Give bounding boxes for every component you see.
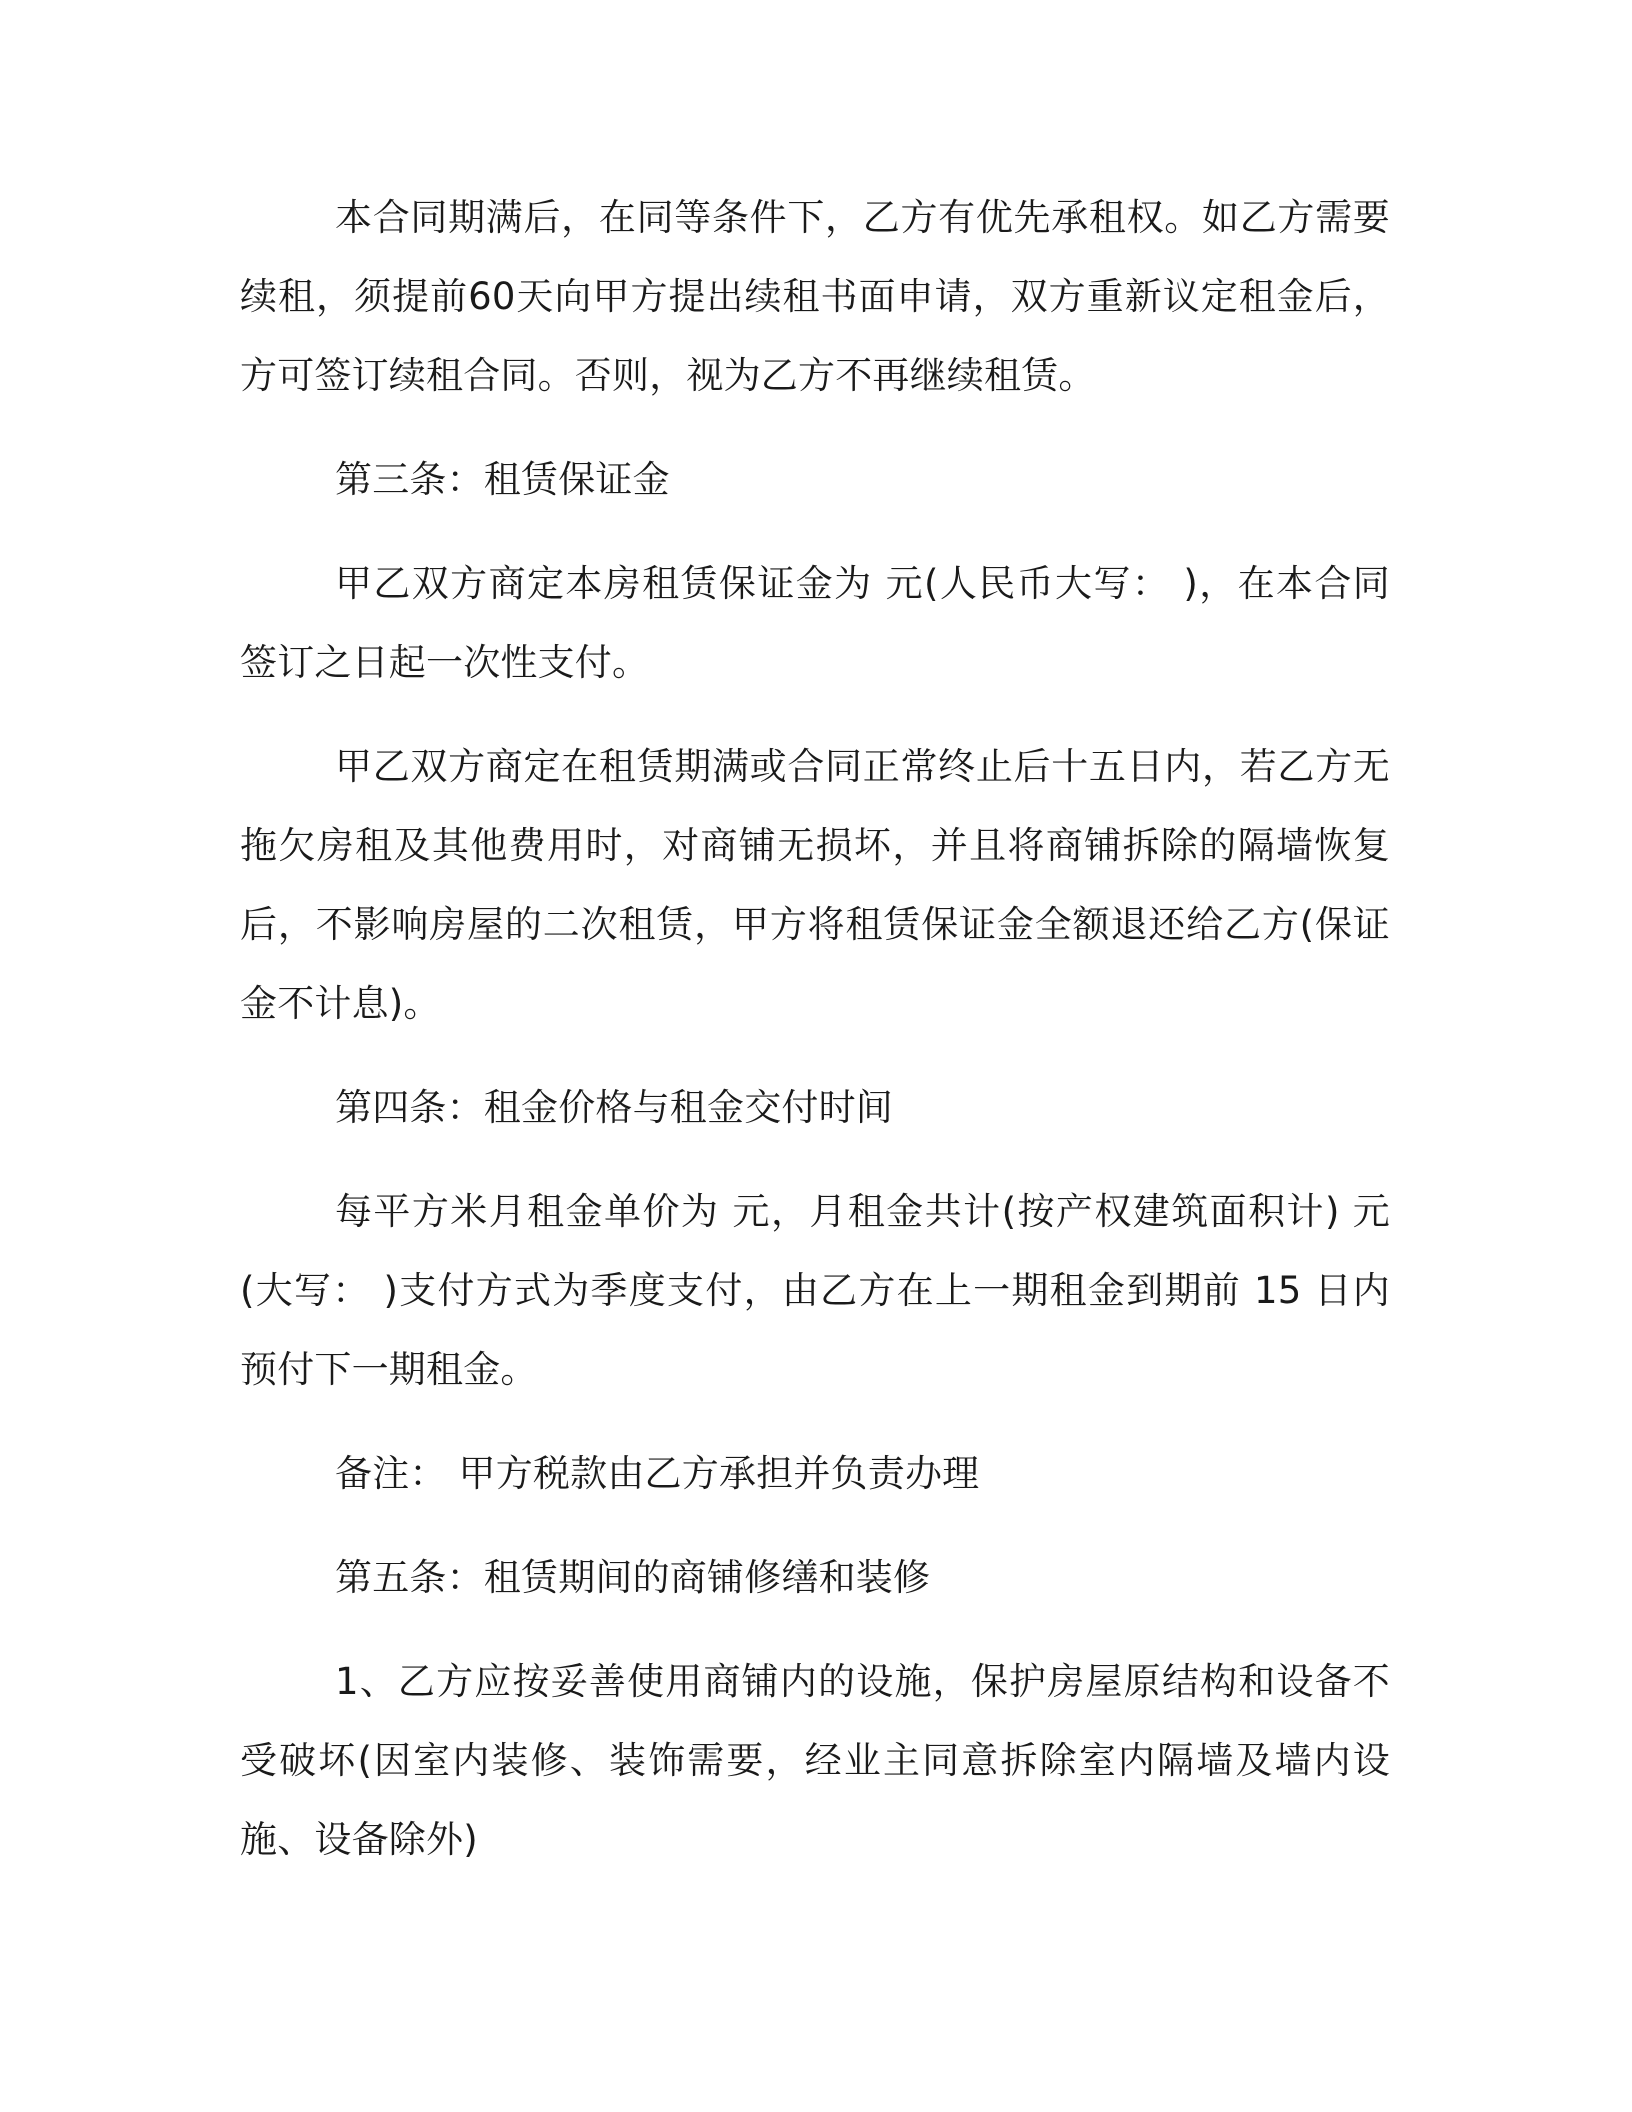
document-body [240,178,1390,1904]
heading-article-4: 第四条：租金价格与租金交付时间 [335,1086,893,1129]
paragraph-deposit-amount: 甲乙双方商定本房租赁保证金为 元(人民币大写： )，在本合同签订之日起一次性支付。 [240,562,1390,684]
paragraph-renewal: 本合同期满后，在同等条件下，乙方有优先承租权。如乙方需要续租，须提前60天向甲方提出续租书面申请，双方重新议定租金后，方可签订续租合同。否则，视为乙方不再继续租赁。 [240,196,1390,397]
heading-article-3: 第三条：租赁保证金 [335,458,670,501]
paragraph-rent-price: 每平方米月租金单价为 元，月租金共计(按产权建筑面积计) 元(大写： )支付方式为季度支付，由乙方在上一期租金到期前 15 日内预付下一期租金。 [240,1190,1390,1391]
note-tax: 备注： 甲方税款由乙方承担并负责办理 [335,1452,980,1495]
paragraph-deposit-refund: 甲乙双方商定在租赁期满或合同正常终止后十五日内，若乙方无拖欠房租及其他费用时，对商铺无损坏，并且将商铺拆除的隔墙恢复后，不影响房屋的二次租赁，甲方将租赁保证金全额退还给乙方(保证金不计息)。 [240,745,1390,1025]
paragraph-facility-care: 1、乙方应按妥善使用商铺内的设施，保护房屋原结构和设备不受破坏(因室内装修、装饰需要，经业主同意拆除室内隔墙及墙内设施、设备除外) [240,1660,1390,1861]
heading-article-5: 第五条：租赁期间的商铺修缮和装修 [335,1556,931,1599]
